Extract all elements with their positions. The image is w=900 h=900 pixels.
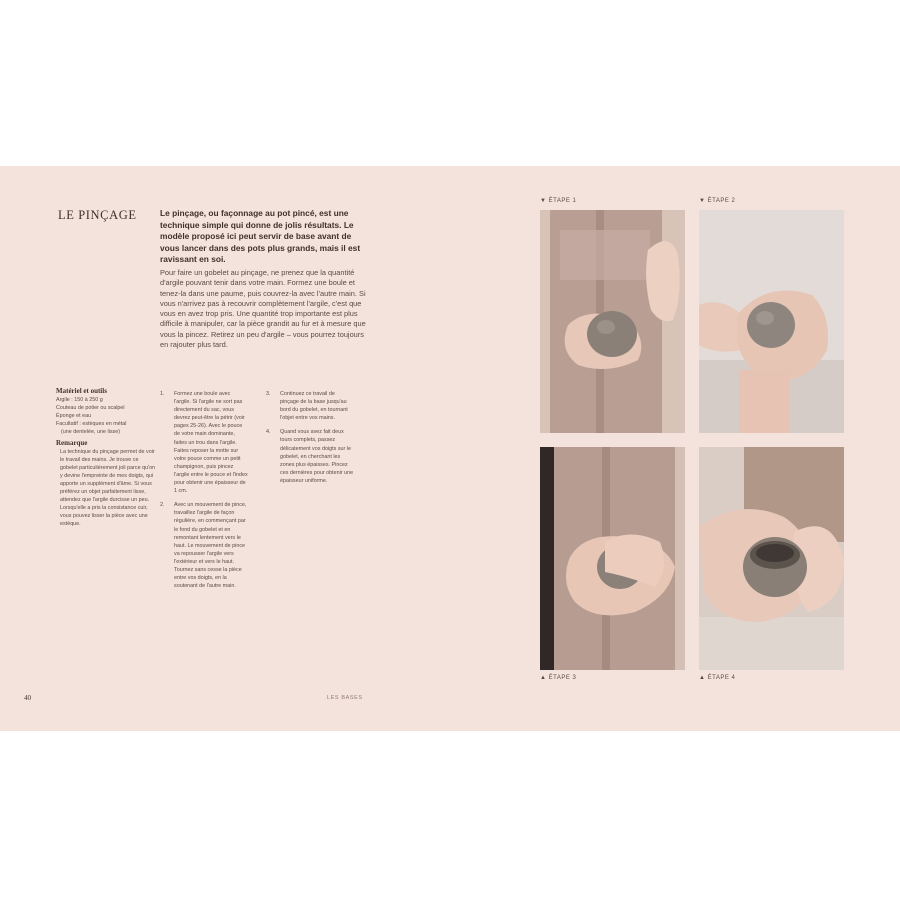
step-label-1: ▼ ÉTAPE 1 — [540, 198, 577, 204]
step-label-4: ▲ ÉTAPE 4 — [699, 675, 736, 681]
step-item — [160, 501, 248, 590]
intro-paragraph: Pour faire un gobelet au pinçage, ne prenez que la quantité d'argile pouvant tenir dans votre main. Formez une boule et tenez-la dans une paume, puis couvrez-la avec l'autre main. Si vous n'arrivez pas à recouvrir complètement l'argile, c'est que vous en avez trop pris. Une quantité trop importante est plus difficile à manipuler, car la pièce grandit au fur et à mesure que vous la pincez. Retirez un peu d'argile – vous pourrez toujours en rajouter plus tard. — [160, 268, 366, 350]
step-4-photo — [699, 447, 844, 670]
running-title: LES BASES — [327, 695, 363, 701]
page-number: 40 — [24, 694, 31, 702]
materials-item: Facultatif : estèques en métal — [56, 420, 127, 427]
materials-item: Couteau de potier ou scalpel — [56, 404, 125, 411]
materials-heading: Matériel et outils — [56, 387, 107, 395]
step-item — [160, 390, 248, 495]
step-number: 1. — [160, 391, 165, 397]
step-item — [266, 428, 354, 485]
step-text: Continuez ce travail de pinçage de la base jusqu'au bord du gobelet, en tournant l'objet entre vos mains. — [280, 391, 348, 422]
step-2-photo — [699, 210, 844, 433]
step-number: 4. — [266, 429, 271, 436]
materials-item: Éponge et eau — [56, 412, 92, 419]
step-label-3: ▲ ÉTAPE 3 — [540, 675, 577, 681]
step-number: 2. — [160, 502, 165, 509]
steps-column-right — [266, 390, 354, 491]
lead-paragraph: Le pinçage, ou façonnage au pot pincé, est une technique simple qui donne de jolis résultats. Le modèle proposé ici peut servir de base avant de vous lancer dans des pots plus grands, mais il est ravissant en soi. — [160, 208, 361, 265]
materials-sidebar — [56, 388, 156, 528]
steps-column-left — [160, 390, 248, 596]
step-item — [266, 390, 354, 422]
page-title: LE PINÇAGE — [58, 208, 137, 222]
step-text: Quand vous avez fait deux tours complets, passez délicatement vos doigts sur le gobelet, en cherchant les zones plus épaisses. Pincez ces dernières pour obtenir une épaisseur uniforme. — [280, 429, 354, 484]
step-text: Avec un mouvement de pince, travaillez l'argile de façon régulière, en commençant par le fond du gobelet et en remontant lentement vers le haut. Le mouvement de pince va repousser l'argile vers l'extérieur et vers le haut. Tournez sans cesse la pièce entre vos doigts, en la soutenant de l'autre main. — [174, 502, 247, 590]
remark-text: La technique du pinçage permet de voir le travail des mains. Je trouve ce gobelet particulièrement joli parce qu'on y devine l'empreinte de mes doigts, qui apporte un supplément d'âme. Si vous préférez un objet parfaitement lisse, attendez que l'argile durcisse un peu. Lorsqu'elle a pris la consistance cuir, vous pouvez lisser la pièce avec une estèque. — [60, 449, 156, 527]
materials-item: Argile : 150 à 250 g — [56, 396, 103, 403]
remark-heading: Remarque — [56, 439, 88, 448]
step-1-photo — [540, 210, 685, 433]
step-number: 3. — [266, 391, 271, 397]
step-3-photo — [540, 447, 685, 670]
step-text: Formez une boule avec l'argile. Si l'argile ne sort pas directement du sac, vous devrez peut-être la pétrir (voir pages 25-26). Avec le pouce de votre main dominante, faites un trou dans l'argile. Faites reposer la motte sur votre pouce comme un petit champignon, puis pincez l'argile entre le pouce et l'index pour obtenir une épaisseur de 1 cm. — [174, 391, 248, 495]
step-label-2: ▼ ÉTAPE 2 — [699, 198, 736, 204]
materials-item: (une dentelée, une lisse) — [61, 428, 121, 435]
